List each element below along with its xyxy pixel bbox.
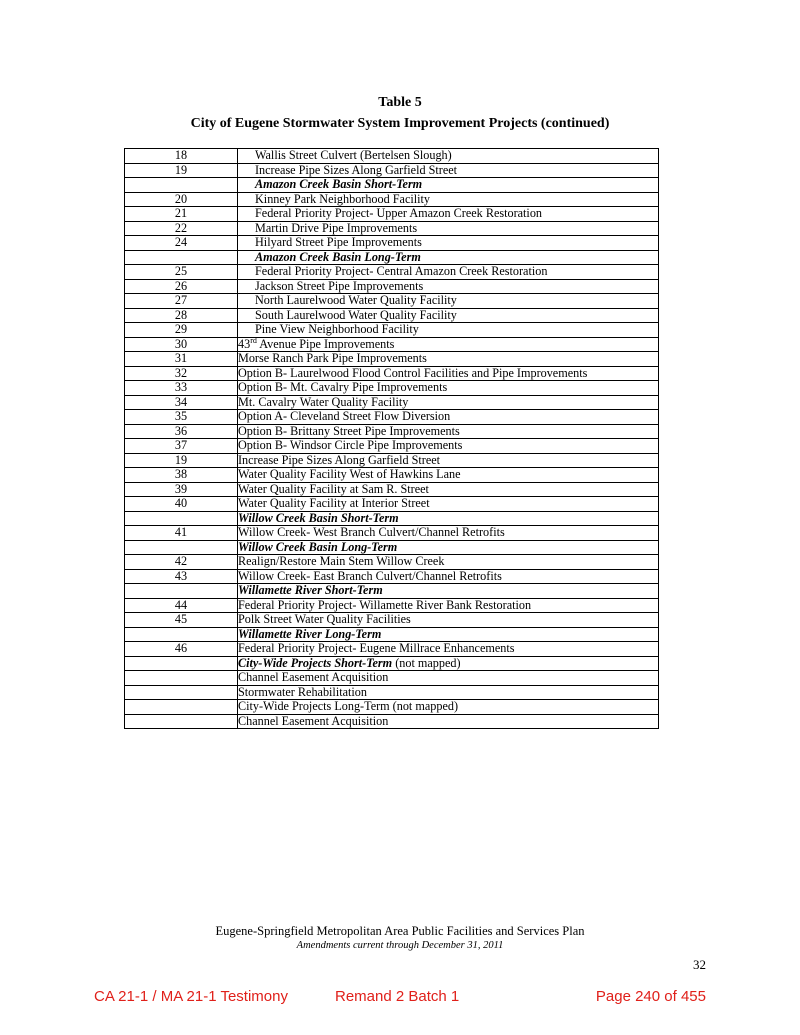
- table-row: [125, 236, 659, 251]
- table-row: [125, 395, 659, 410]
- table-row: [125, 207, 659, 222]
- project-description: Water Quality Facility at Interior Street: [238, 497, 659, 512]
- project-number: [125, 250, 238, 265]
- table-row: [125, 555, 659, 570]
- section-row: [125, 584, 659, 599]
- section-heading: Willow Creek Basin Short-Term: [238, 511, 659, 526]
- table-row: [125, 308, 659, 323]
- table-row: [125, 613, 659, 628]
- section-heading: Willow Creek Basin Long-Term: [238, 540, 659, 555]
- project-number: [125, 671, 238, 686]
- project-description: Federal Priority Project- Eugene Millrace Enhancements: [238, 642, 659, 657]
- project-number: 29: [125, 323, 238, 338]
- project-number: 31: [125, 352, 238, 367]
- project-number: [125, 584, 238, 599]
- project-number: 21: [125, 207, 238, 222]
- stamp-case: CA 21-1 / MA 21-1 Testimony: [94, 988, 288, 1005]
- project-description: Willow Creek- East Branch Culvert/Channel Retrofits: [238, 569, 659, 584]
- project-number: 40: [125, 497, 238, 512]
- project-description: Option B- Mt. Cavalry Pipe Improvements: [238, 381, 659, 396]
- project-description: Kinney Park Neighborhood Facility: [238, 192, 659, 207]
- section-heading: Willamette River Long-Term: [238, 627, 659, 642]
- project-number: 24: [125, 236, 238, 251]
- table-row: [125, 265, 659, 280]
- table-row: [125, 482, 659, 497]
- table-row: [125, 366, 659, 381]
- table-row: [125, 337, 659, 352]
- table-row: [125, 453, 659, 468]
- project-description: Option B- Laurelwood Flood Control Facilities and Pipe Improvements: [238, 366, 659, 381]
- project-description: Water Quality Facility West of Hawkins Lane: [238, 468, 659, 483]
- table-row: [125, 279, 659, 294]
- table-row: [125, 323, 659, 338]
- project-description: Morse Ranch Park Pipe Improvements: [238, 352, 659, 367]
- section-row: [125, 511, 659, 526]
- table-row: [125, 439, 659, 454]
- section-heading: Amazon Creek Basin Short-Term: [238, 178, 659, 193]
- section-note: (not mapped): [392, 655, 461, 670]
- table-row: [125, 569, 659, 584]
- project-number: 18: [125, 149, 238, 164]
- project-number: 46: [125, 642, 238, 657]
- table-row: [125, 352, 659, 367]
- table-row: [125, 192, 659, 207]
- project-number: 30: [125, 337, 238, 352]
- page-number: 32: [693, 957, 706, 972]
- project-description: Hilyard Street Pipe Improvements: [238, 236, 659, 251]
- table-row: [125, 424, 659, 439]
- project-description: Increase Pipe Sizes Along Garfield Street: [238, 163, 659, 178]
- project-description: Option B- Brittany Street Pipe Improvements: [238, 424, 659, 439]
- project-description: [238, 656, 659, 671]
- project-number: 34: [125, 395, 238, 410]
- project-description: Stormwater Rehabilitation: [238, 685, 659, 700]
- table-label: Table 5: [378, 95, 422, 110]
- project-number: [125, 656, 238, 671]
- section-row: [125, 250, 659, 265]
- project-number: 19: [125, 163, 238, 178]
- table-row: [125, 221, 659, 236]
- project-number: [125, 511, 238, 526]
- table-row: [125, 700, 659, 715]
- plan-title: Eugene-Springfield Metropolitan Area Public Facilities and Services Plan: [215, 924, 585, 938]
- stamp-batch: Remand 2 Batch 1: [335, 988, 460, 1005]
- section-heading: Amazon Creek Basin Long-Term: [238, 250, 659, 265]
- project-number: 38: [125, 468, 238, 483]
- table-row: [125, 497, 659, 512]
- project-number: [125, 714, 238, 729]
- project-number: [125, 685, 238, 700]
- table-row: [125, 714, 659, 729]
- table-row: [125, 410, 659, 425]
- project-description: Martin Drive Pipe Improvements: [238, 221, 659, 236]
- project-number: 25: [125, 265, 238, 280]
- project-number: [125, 178, 238, 193]
- project-number: 27: [125, 294, 238, 309]
- project-number: 36: [125, 424, 238, 439]
- project-number: 37: [125, 439, 238, 454]
- section-heading: City-Wide Projects Short-Term: [238, 655, 393, 670]
- project-description: Federal Priority Project- Upper Amazon Creek Restoration: [238, 207, 659, 222]
- table-row: [125, 642, 659, 657]
- project-description: Polk Street Water Quality Facilities: [238, 613, 659, 628]
- section-row: [125, 540, 659, 555]
- stamp-page: Page 240 of 455: [595, 988, 706, 1005]
- project-description: Jackson Street Pipe Improvements: [238, 279, 659, 294]
- table-row: [125, 381, 659, 396]
- project-description: Pine View Neighborhood Facility: [238, 323, 659, 338]
- table-row: [125, 163, 659, 178]
- projects-table: [124, 148, 659, 729]
- project-description: Channel Easement Acquisition: [238, 714, 659, 729]
- amendments-note: Amendments current through December 31, 2011: [296, 940, 504, 951]
- description-rest: Avenue Pipe Improvements: [256, 336, 395, 351]
- project-number: 45: [125, 613, 238, 628]
- table-row: [125, 149, 659, 164]
- project-description: North Laurelwood Water Quality Facility: [238, 294, 659, 309]
- project-description: Increase Pipe Sizes Along Garfield Street: [238, 453, 659, 468]
- table-row: [125, 468, 659, 483]
- project-number: 28: [125, 308, 238, 323]
- table-title: City of Eugene Stormwater System Improvement Projects (continued): [190, 116, 610, 131]
- project-description: Willow Creek- West Branch Culvert/Channel Retrofits: [238, 526, 659, 541]
- project-number: 44: [125, 598, 238, 613]
- project-description: Water Quality Facility at Sam R. Street: [238, 482, 659, 497]
- project-number: 33: [125, 381, 238, 396]
- table-row: [125, 685, 659, 700]
- section-row: [125, 627, 659, 642]
- section-row: [125, 656, 659, 671]
- project-number: [125, 627, 238, 642]
- project-description: [238, 337, 659, 352]
- project-description: Option A- Cleveland Street Flow Diversion: [238, 410, 659, 425]
- project-number: [125, 700, 238, 715]
- description-prefix: 43: [238, 336, 251, 351]
- project-number: 19: [125, 453, 238, 468]
- project-number: 26: [125, 279, 238, 294]
- project-description: Federal Priority Project- Central Amazon Creek Restoration: [238, 265, 659, 280]
- table-row: [125, 671, 659, 686]
- table-row: [125, 598, 659, 613]
- project-description: South Laurelwood Water Quality Facility: [238, 308, 659, 323]
- project-number: 32: [125, 366, 238, 381]
- project-number: 20: [125, 192, 238, 207]
- section-heading: Willamette River Short-Term: [238, 584, 659, 599]
- project-description: Option B- Windsor Circle Pipe Improvements: [238, 439, 659, 454]
- project-description: Federal Priority Project- Willamette River Bank Restoration: [238, 598, 659, 613]
- project-number: 35: [125, 410, 238, 425]
- table-row: [125, 294, 659, 309]
- project-description: Mt. Cavalry Water Quality Facility: [238, 395, 659, 410]
- project-description: City-Wide Projects Long-Term (not mapped): [238, 700, 659, 715]
- section-row: [125, 178, 659, 193]
- project-description: Wallis Street Culvert (Bertelsen Slough): [238, 149, 659, 164]
- project-description: Channel Easement Acquisition: [238, 671, 659, 686]
- project-number: 22: [125, 221, 238, 236]
- project-number: 43: [125, 569, 238, 584]
- ordinal-suffix: rd: [250, 335, 257, 345]
- table-row: [125, 526, 659, 541]
- project-number: 41: [125, 526, 238, 541]
- project-description: Realign/Restore Main Stem Willow Creek: [238, 555, 659, 570]
- project-number: [125, 540, 238, 555]
- project-number: 39: [125, 482, 238, 497]
- project-number: 42: [125, 555, 238, 570]
